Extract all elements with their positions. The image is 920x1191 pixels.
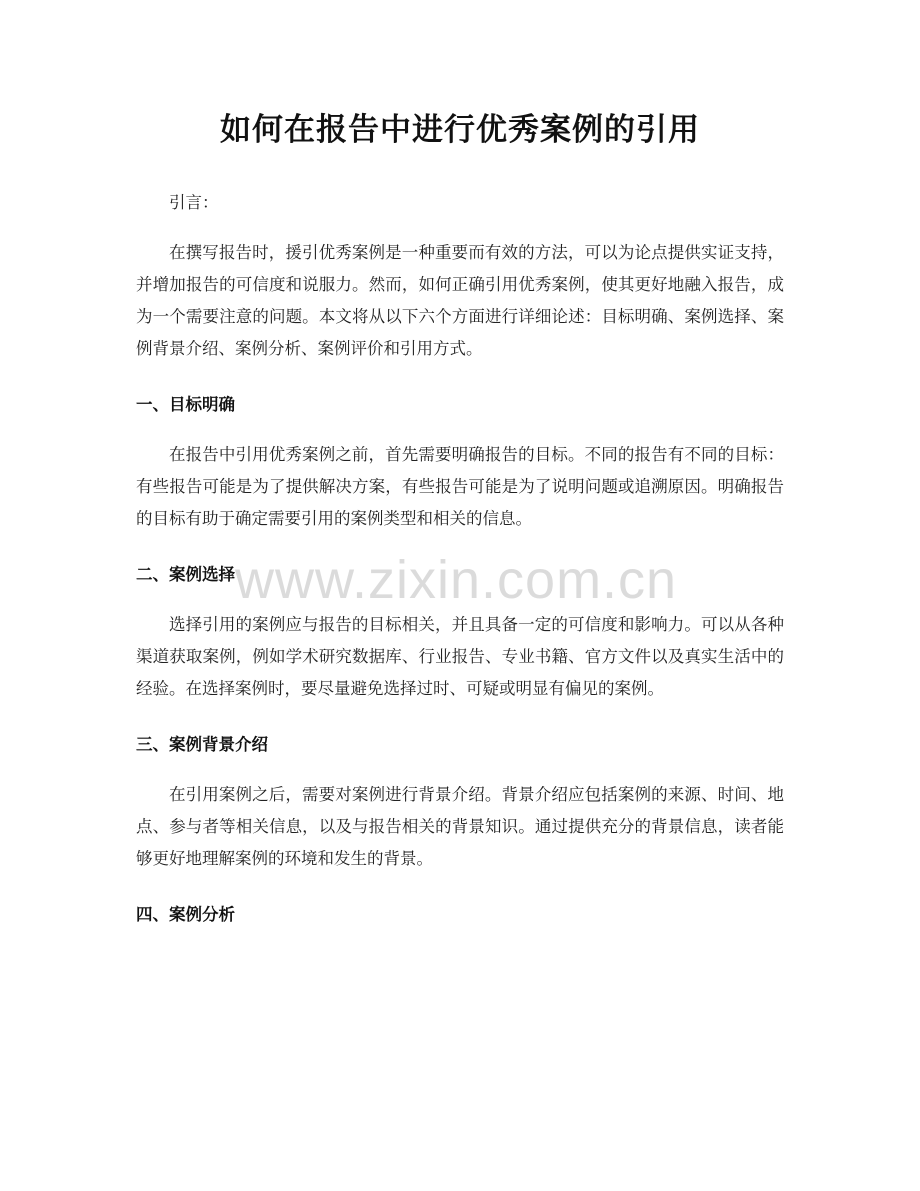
section-paragraph-case-selection: 选择引用的案例应与报告的目标相关，并且具备一定的可信度和影响力。可以从各种渠道获取案例，例如学术研究数据库、行业报告、专业书籍、官方文件以及真实生活中的经验。在选择案例时，要尽量避免选择过时、可疑或明显有偏见的案例。: [136, 615, 784, 698]
section-heading-goal: 一、目标明确: [136, 395, 235, 414]
section-heading-case-background: 三、案例背景介绍: [136, 735, 268, 754]
intro-paragraph: 在撰写报告时，援引优秀案例是一种重要而有效的方法，可以为论点提供实证支持，并增加报告的可信度和说服力。然而，如何正确引用优秀案例，使其更好地融入报告，成为一个需要注意的问题。本文将从以下六个方面进行详细论述：目标明确、案例选择、案例背景介绍、案例分析、案例评价和引用方式。: [136, 243, 784, 358]
site-watermark: www.zixin.com.cn: [235, 550, 678, 610]
intro-label: 引言：: [169, 193, 219, 212]
section-heading-case-selection: 二、案例选择: [136, 565, 235, 584]
section-heading-case-analysis: 四、案例分析: [136, 905, 235, 924]
section-paragraph-case-background: 在引用案例之后，需要对案例进行背景介绍。背景介绍应包括案例的来源、时间、地点、参与者等相关信息，以及与报告相关的背景知识。通过提供充分的背景信息，读者能够更好地理解案例的环境和发生的背景。: [136, 785, 784, 868]
section-paragraph-goal: 在报告中引用优秀案例之前，首先需要明确报告的目标。不同的报告有不同的目标：有些报告可能是为了提供解决方案，有些报告可能是为了说明问题或追溯原因。明确报告的目标有助于确定需要引用的案例类型和相关的信息。: [136, 445, 784, 528]
document-title: 如何在报告中进行优秀案例的引用: [220, 112, 700, 148]
